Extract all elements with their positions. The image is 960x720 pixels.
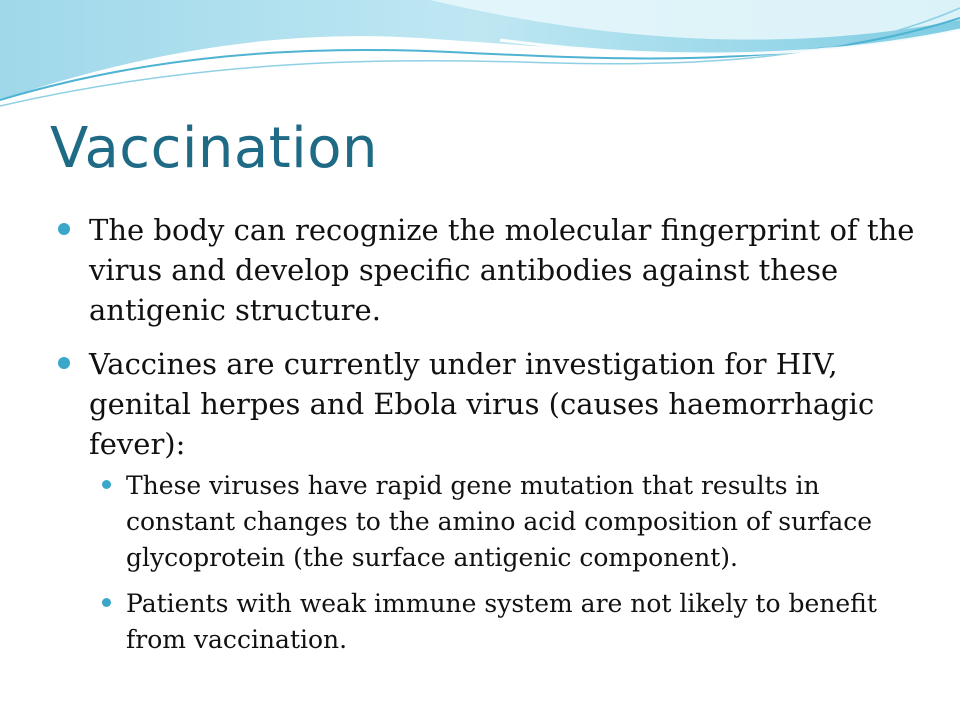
bullet-dot-icon (58, 357, 70, 369)
bullet-text: The body can recognize the molecular fingerprint of the virus and develop specific antibodies against these antigenic structure. (89, 213, 915, 327)
sub-bullet-dot-icon (102, 480, 111, 489)
bullet-list (58, 210, 918, 668)
bullet-text: Vaccines are currently under investigation for HIV, genital herpes and Ebola virus (causes haemorrhagic fever): (89, 347, 875, 461)
header-wave-decoration (0, 0, 960, 110)
sub-bullet-dot-icon (102, 598, 111, 607)
bullet-item (58, 344, 918, 464)
bullet-item (58, 210, 918, 330)
slide-title: Vaccination (50, 116, 378, 181)
sub-bullet-item (102, 468, 918, 576)
sub-bullet-text: Patients with weak immune system are not likely to benefit from vaccination. (126, 589, 877, 654)
sub-bullet-list (102, 468, 918, 658)
bullet-dot-icon (58, 223, 70, 235)
sub-bullet-text: These viruses have rapid gene mutation that results in constant changes to the amino acid composition of surface glycoprotein (the surface antigenic component). (126, 471, 873, 572)
sub-bullet-item (102, 586, 918, 658)
